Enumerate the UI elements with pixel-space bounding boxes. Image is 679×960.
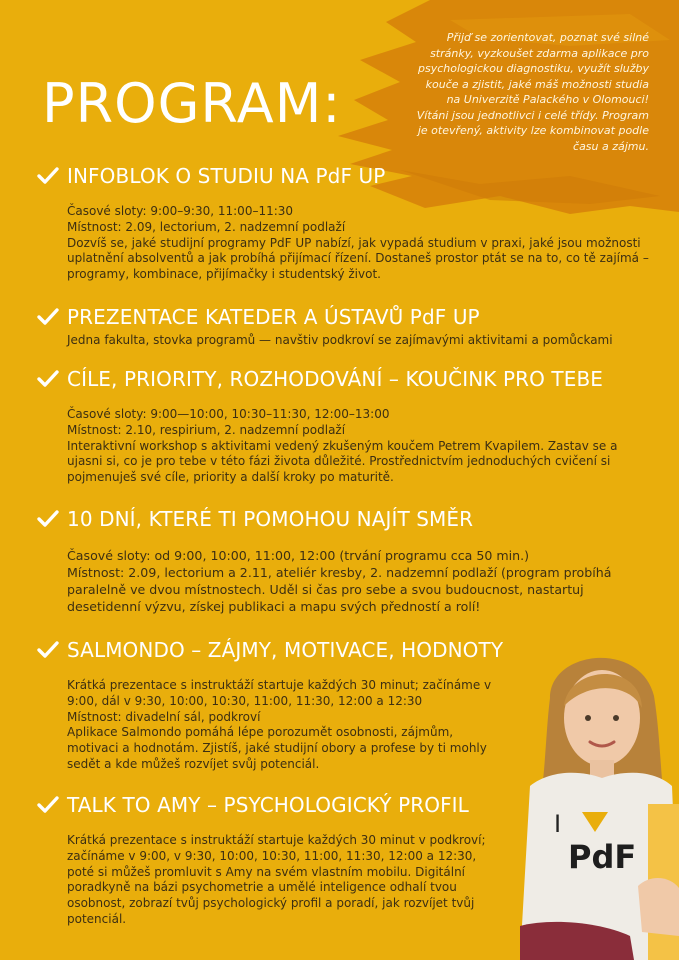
- section-title: INFOBLOK O STUDIU NA PdF UP: [67, 164, 386, 188]
- section-room: Místnost: 2.09, lectorium, 2. nadzemní podlaží: [67, 219, 346, 234]
- section-title: 10 DNÍ, KTERÉ TI POMOHOU NAJÍT SMĚR: [67, 507, 474, 531]
- section-timeslots: Časové sloty: 9:00—10:00, 10:30–11:30, 12:00–13:00: [67, 407, 390, 421]
- section-body: [67, 333, 651, 349]
- section-room: Místnost: divadelní sál, podkroví: [67, 709, 261, 724]
- check-icon: [36, 795, 60, 815]
- section-title: TALK TO AMY – PSYCHOLOGICKÝ PROFIL: [67, 793, 469, 817]
- section-body: [67, 678, 506, 773]
- section-body: [67, 833, 506, 928]
- section-body: [67, 204, 651, 283]
- check-icon: [36, 640, 60, 660]
- section-body: [67, 407, 651, 486]
- student-photo: [510, 636, 679, 960]
- section-title: SALMONDO – ZÁJMY, MOTIVACE, HODNOTY: [67, 638, 504, 662]
- section-prezentace: [36, 303, 651, 349]
- section-timeslots: Časové sloty: 9:00–9:30, 11:00–11:30: [67, 204, 294, 218]
- section-description: Krátká prezentace s instruktáží startuje každých 30 minut v podkroví; začínáme v 9:00, v 9:30, 10:00, 10:30, 11:00, 11:30, 12:00 a 12:30, poté si můžeš promluvit s Amy na svém vlastním mobilu. Digitální poradkyně na bázi psychometrie a umělé inteligence odhalí tvou osobnost, zobrazí tvůj psychologický profil a poradí, jak rozvíjet tvůj potenciál.: [67, 833, 486, 926]
- section-timeslots: Časové sloty: od 9:00, 10:00, 11:00, 12:00 (trvání programu cca 50 min.): [67, 548, 530, 563]
- section-description: Dozvíš se, jaké studijní programy PdF UP nabízí, jak vypadá studium v praxi, jaké jsou možnosti uplatnění absolventů a jak probíhá přijímací řízení. Dostaneš prostor ptát se na to, co tě zajímá – programy, kombinace, přijímačky i studentský život.: [67, 235, 649, 282]
- check-icon: [36, 369, 60, 389]
- section-description: Aplikace Salmondo pomáhá lépe porozumět osobnosti, zájmům, motivaci a hodnotám. Zjistíš, jaké studijní obory a profese by ti mohly sedět a kde můžeš rozvíjet svůj potenciál.: [67, 725, 487, 771]
- check-icon: [36, 307, 60, 327]
- section-10-dni: [36, 505, 651, 615]
- section-body: [67, 547, 651, 615]
- section-title: CÍLE, PRIORITY, ROZHODOVÁNÍ – KOUČINK PRO TEBE: [67, 367, 604, 391]
- section-amy: [36, 791, 506, 928]
- shirt-letter-i: I: [554, 810, 562, 838]
- section-description: Místnost: 2.09, lectorium a 2.11, ateliér kresby, 2. nadzemní podlaží (program probíhá paralelně ve dvou místnostech. Uděl si čas pro sebe a svou budoucnost, nastartuj desetidenní výzvu, získej publikaci a mapu svých předností a rolí!: [67, 565, 612, 614]
- shirt-pdf-logo: PdF: [568, 838, 637, 876]
- section-infoblok: [36, 162, 651, 283]
- section-timeslots: Krátká prezentace s instruktáží startuje každých 30 minut; začínáme v 9:00, dál v 9:30, 10:00, 10:30, 11:00, 11:30, 12:00 a 12:30: [67, 678, 492, 708]
- section-description: Interaktivní workshop s aktivitami vedený zkušeným koučem Petrem Kvapilem. Zastav se a ujasni si, co je pro tebe v této fázi života důležité. Prostřednictvím jednoduchých cvičení si pojmenuješ své cíle, priority a další kroky po maturitě.: [67, 438, 618, 485]
- section-title: PREZENTACE KATEDER A ÚSTAVŮ PdF UP: [67, 305, 480, 329]
- intro-text: Přijď se zorientovat, poznat své silné stránky, vyzkoušet zdarma aplikace pro psychologickou diagnostiku, využít služby kouče a zjistit, jaké máš možnosti studia na Univerzitě Palackého v Olomouci! Vítáni jsou jednotlivci i celé třídy. Program je otevřený, aktivity lze kombinovat podle času a zájmu.: [416, 31, 649, 153]
- page-title: PROGRAM:: [42, 72, 342, 135]
- check-icon: [36, 509, 60, 529]
- section-koucink: [36, 365, 651, 486]
- section-room: Místnost: 2.10, respirium, 2. nadzemní podlaží: [67, 422, 346, 437]
- section-salmondo: [36, 636, 506, 773]
- check-icon: [36, 166, 60, 186]
- section-description: Jedna fakulta, stovka programů — navštiv podkroví se zajímavými aktivitami a pomůckami: [67, 333, 613, 347]
